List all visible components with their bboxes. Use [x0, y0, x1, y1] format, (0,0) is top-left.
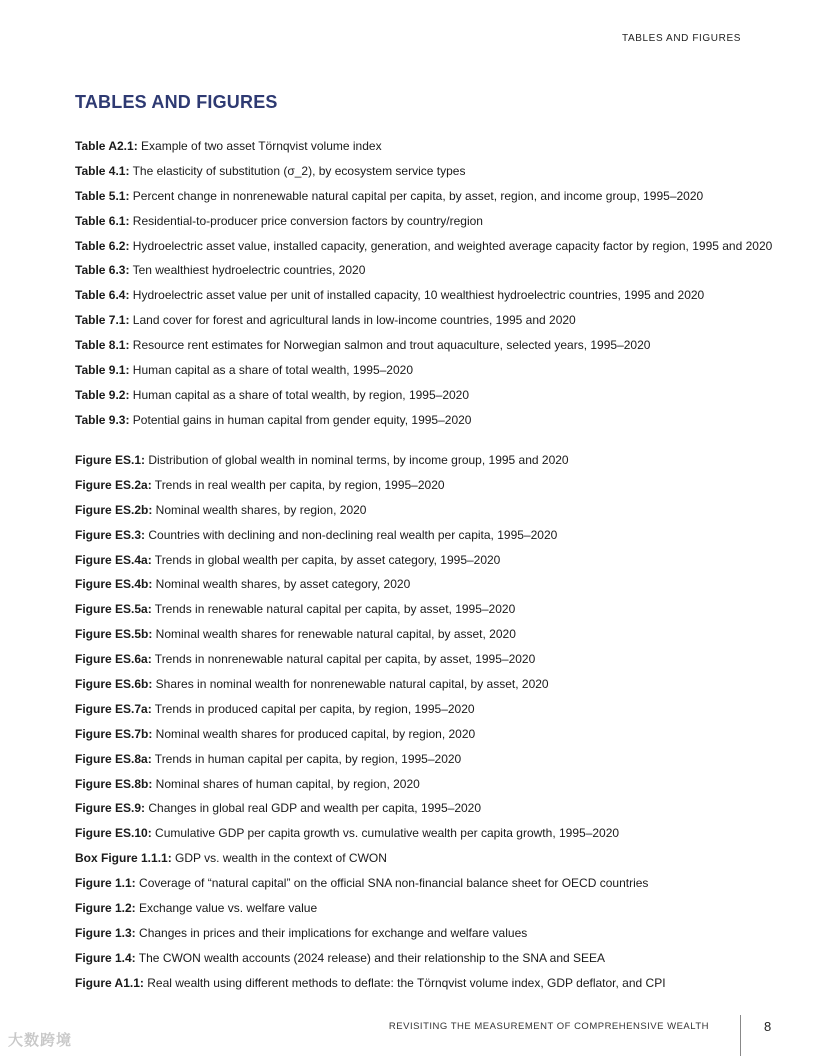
entry-label: Table 6.1:	[75, 213, 130, 228]
entry-text: GDP vs. wealth in the context of CWON	[171, 851, 387, 866]
list-item	[75, 527, 756, 552]
entry-label: Table A2.1:	[75, 139, 138, 153]
entry-text: Exchange value vs. welfare value	[135, 901, 318, 916]
list-item	[75, 452, 756, 477]
entry-label: Table 8.1:	[75, 338, 130, 353]
entry-label: Figure A1.1:	[75, 975, 144, 990]
entry-label: Figure ES.5a:	[75, 602, 152, 617]
list-item	[75, 850, 756, 875]
list-item	[75, 238, 773, 263]
entry-text: The elasticity of substitution (σ_2), by ecosystem service types	[129, 163, 466, 178]
entry-label: Table 6.2:	[75, 238, 130, 253]
list-item	[75, 387, 756, 412]
entry-label: Box Figure 1.1.1:	[75, 851, 172, 866]
list-item	[75, 502, 756, 527]
list-item	[75, 477, 756, 502]
entry-label: Table 6.3:	[75, 263, 130, 278]
list-item	[75, 188, 756, 213]
list-item	[75, 552, 756, 577]
list-item	[75, 287, 756, 312]
list-item	[75, 900, 756, 925]
entry-label: Figure ES.9:	[75, 801, 146, 816]
entry-text: Trends in real wealth per capita, by region, 1995–2020	[151, 477, 445, 492]
entry-text: Changes in global real GDP and wealth per capita, 1995–2020	[145, 801, 482, 816]
entry-text: Nominal shares of human capital, by region, 2020	[152, 776, 420, 791]
entry-text: Trends in renewable natural capital per capita, by asset, 1995–2020	[151, 602, 516, 617]
entry-text: Nominal wealth shares, by region, 2020	[152, 502, 367, 517]
entry-label: Figure 1.3:	[75, 925, 136, 940]
figures-list	[75, 452, 756, 1000]
entry-text: Example of two asset Törnqvist volume index	[137, 139, 382, 153]
list-item	[75, 726, 756, 751]
entry-label: Figure ES.4b:	[75, 577, 153, 592]
entry-label: Figure ES.6b:	[75, 677, 153, 692]
entry-label: Figure ES.8a:	[75, 751, 152, 766]
entry-label: Figure ES.1:	[75, 453, 146, 467]
entry-text: Real wealth using different methods to deflate: the Törnqvist volume index, GDP deflator, and CPI	[143, 975, 666, 990]
list-item	[75, 362, 756, 387]
entry-text: Nominal wealth shares for renewable natural capital, by asset, 2020	[152, 627, 516, 642]
entry-text: Human capital as a share of total wealth, by region, 1995–2020	[129, 387, 470, 402]
list-item	[75, 676, 756, 701]
entry-text: Nominal wealth shares for produced capital, by region, 2020	[152, 726, 476, 741]
footer-publication-title: REVISITING THE MEASUREMENT OF COMPREHENSIVE WEALTH	[388, 1021, 709, 1032]
entry-text: Changes in prices and their implications for exchange and welfare values	[135, 925, 528, 940]
entry-text: Shares in nominal wealth for nonrenewable natural capital, by asset, 2020	[152, 677, 549, 692]
entry-label: Figure ES.2b:	[75, 502, 153, 517]
list-item	[75, 975, 756, 1000]
entry-label: Figure 1.4:	[75, 950, 136, 965]
list-item	[75, 825, 756, 850]
list-item	[75, 412, 756, 437]
entry-label: Figure ES.10:	[75, 826, 152, 841]
watermark: 大数跨境	[8, 1032, 73, 1049]
entry-text: Trends in global wealth per capita, by asset category, 1995–2020	[151, 552, 501, 567]
list-item	[75, 751, 756, 776]
entry-text: Nominal wealth shares, by asset category, 2020	[152, 577, 411, 592]
entry-text: Cumulative GDP per capita growth vs. cumulative wealth per capita growth, 1995–2020	[151, 826, 620, 841]
entry-text: Land cover for forest and agricultural lands in low-income countries, 1995 and 2020	[129, 313, 576, 328]
list-item	[75, 163, 756, 188]
list-item	[75, 651, 756, 676]
entry-label: Figure ES.5b:	[75, 627, 153, 642]
entry-label: Figure ES.4a:	[75, 552, 152, 567]
entry-text: The CWON wealth accounts (2024 release) and their relationship to the SNA and SEEA	[135, 950, 606, 965]
footer-divider	[740, 1015, 741, 1056]
entry-label: Figure ES.3:	[75, 527, 146, 542]
entry-label: Figure 1.1:	[75, 876, 136, 891]
list-item	[75, 138, 756, 163]
entry-label: Table 9.1:	[75, 363, 130, 378]
entry-label: Table 9.2:	[75, 387, 130, 402]
page-number: 8	[764, 1019, 772, 1034]
entry-text: Residential-to-producer price conversion factors by country/region	[129, 213, 483, 228]
entry-text: Trends in produced capital per capita, by region, 1995–2020	[151, 701, 475, 716]
list-item	[75, 701, 756, 726]
entry-label: Figure ES.7a:	[75, 701, 152, 716]
list-item	[75, 337, 756, 362]
entry-label: Figure ES.7b:	[75, 726, 153, 741]
entry-text: Potential gains in human capital from gender equity, 1995–2020	[129, 412, 472, 427]
list-item	[75, 776, 756, 801]
list-item	[75, 875, 756, 900]
entry-text: Ten wealthiest hydroelectric countries, 2020	[129, 263, 366, 278]
entry-text: Hydroelectric asset value, installed capacity, generation, and weighted average capacity factor by region, 1995 and 2020	[129, 238, 773, 253]
list-item	[75, 800, 756, 825]
tables-list	[75, 138, 773, 437]
list-item	[75, 950, 756, 975]
list-item	[75, 262, 756, 287]
list-item	[75, 213, 756, 238]
entry-text: Resource rent estimates for Norwegian salmon and trout aquaculture, selected years, 1995–2020	[129, 338, 651, 353]
entry-text: Coverage of “natural capital” on the official SNA non-financial balance sheet for OECD countries	[135, 876, 649, 891]
entry-label: Table 5.1:	[75, 188, 130, 203]
entry-text: Countries with declining and non-declining real wealth per capita, 1995–2020	[145, 527, 558, 542]
entry-label: Figure ES.8b:	[75, 776, 153, 791]
running-header: TABLES AND FIGURES	[622, 33, 741, 44]
entry-label: Figure ES.6a:	[75, 652, 152, 667]
page-title: TABLES AND FIGURES	[75, 92, 278, 112]
entry-text: Distribution of global wealth in nominal terms, by income group, 1995 and 2020	[145, 453, 569, 467]
entry-text: Hydroelectric asset value per unit of installed capacity, 10 wealthiest hydroelectric countries, 1995 and 2020	[129, 288, 705, 303]
entry-label: Table 9.3:	[75, 412, 130, 427]
entry-text: Trends in nonrenewable natural capital per capita, by asset, 1995–2020	[151, 652, 536, 667]
entry-label: Figure ES.2a:	[75, 477, 152, 492]
list-item	[75, 626, 756, 651]
entry-text: Human capital as a share of total wealth, 1995–2020	[129, 363, 413, 378]
list-item	[75, 576, 756, 601]
list-item	[75, 601, 756, 626]
entry-label: Figure 1.2:	[75, 901, 136, 916]
entry-label: Table 4.1:	[75, 163, 130, 178]
entry-text: Percent change in nonrenewable natural capital per capita, by asset, region, and income group, 1995–2020	[129, 188, 704, 203]
list-item	[75, 925, 756, 950]
entry-text: Trends in human capital per capita, by region, 1995–2020	[151, 751, 462, 766]
entry-label: Table 6.4:	[75, 288, 130, 303]
entry-label: Table 7.1:	[75, 313, 130, 328]
list-item	[75, 312, 756, 337]
